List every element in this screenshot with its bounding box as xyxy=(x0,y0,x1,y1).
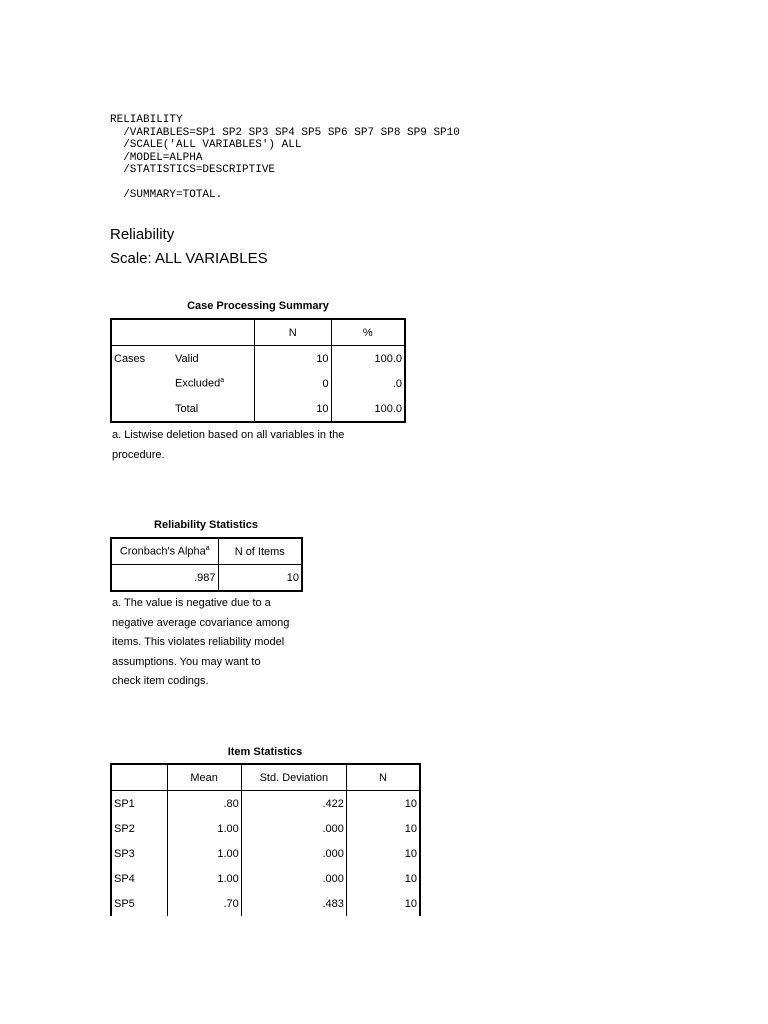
cell-n: 10 xyxy=(346,891,420,916)
cell-n: 10 xyxy=(254,346,331,372)
cell-percent: .0 xyxy=(331,371,405,396)
syntax-block xyxy=(110,114,460,201)
cell-mean: 1.00 xyxy=(167,866,241,891)
cell-alpha: .987 xyxy=(111,565,218,592)
footnote-line: assumptions. You may want to xyxy=(112,655,261,668)
row-group-label: Cases xyxy=(111,346,173,372)
header-n: N xyxy=(254,319,331,346)
table-row xyxy=(111,891,420,916)
syntax-line: /VARIABLES=SP1 SP2 SP3 SP4 SP5 SP6 SP7 SP8 SP9 SP10 xyxy=(110,126,460,139)
row-label: SP1 xyxy=(111,791,167,817)
header-cell-blank xyxy=(173,319,254,346)
table-row xyxy=(111,791,420,817)
table-row xyxy=(111,346,405,372)
footnote-line: items. This violates reliability model xyxy=(112,636,285,648)
reliability-heading: Reliability xyxy=(110,226,175,243)
reliability-stats-title: Reliability Statistics xyxy=(154,519,258,531)
scale-heading: Scale: ALL VARIABLES xyxy=(110,250,268,267)
row-label: SP3 xyxy=(111,841,167,866)
table-row xyxy=(111,396,405,422)
reliability-stats-footnote xyxy=(112,594,289,692)
table-row xyxy=(111,816,420,841)
syntax-line: /STATISTICS=DESCRIPTIVE xyxy=(110,164,276,176)
cell-percent: 100.0 xyxy=(331,346,405,372)
cell-n: 10 xyxy=(346,816,420,841)
cell-n: 0 xyxy=(254,371,331,396)
header-n: N xyxy=(346,764,420,791)
header-cell-blank xyxy=(111,764,167,791)
row-label: SP4 xyxy=(111,866,167,891)
cell-std-deviation: .000 xyxy=(241,816,346,841)
cell-items: 10 xyxy=(218,565,302,592)
item-stats-table xyxy=(110,763,421,916)
footnote-line: procedure. xyxy=(112,448,165,461)
cell-std-deviation: .422 xyxy=(241,791,346,817)
syntax-line: RELIABILITY xyxy=(110,114,183,126)
table-row xyxy=(111,371,405,396)
row-label: Valid xyxy=(173,346,254,372)
table-row xyxy=(111,565,302,592)
header-n-of-items: N of Items xyxy=(218,538,302,565)
table-row xyxy=(111,866,420,891)
header-cronbach-alpha: Cronbach's Alpha$^a$ xyxy=(111,538,218,565)
table-header-row xyxy=(111,538,302,565)
row-label: Total xyxy=(173,396,254,422)
cell-mean: 1.00 xyxy=(167,816,241,841)
table-row xyxy=(111,841,420,866)
footnote-line: a. The value is negative due to a xyxy=(112,597,271,609)
header-percent: % xyxy=(331,319,405,346)
table-header-row xyxy=(111,319,405,346)
table-header-row xyxy=(111,764,420,791)
item-stats-title: Item Statistics xyxy=(227,746,303,758)
cell-percent: 100.0 xyxy=(331,396,405,422)
syntax-line xyxy=(110,177,460,189)
syntax-line: /SUMMARY=TOTAL. xyxy=(110,188,223,201)
row-label: SP2 xyxy=(111,816,167,841)
footnote-line: a. Listwise deletion based on all variables in the xyxy=(112,429,345,441)
header-mean: Mean xyxy=(167,764,241,791)
header-cell-blank xyxy=(111,319,173,346)
cell-n: 10 xyxy=(346,791,420,817)
row-label: SP5 xyxy=(111,891,167,916)
cell-n: 10 xyxy=(346,841,420,866)
case-summary-title: Case Processing Summary xyxy=(187,300,329,312)
reliability-stats-table xyxy=(110,537,303,592)
cell-std-deviation: .483 xyxy=(241,891,346,916)
cell-n: 10 xyxy=(346,866,420,891)
footnote-marker: a xyxy=(205,545,210,553)
cell-mean: 1.00 xyxy=(167,841,241,866)
footnote-line: negative average covariance among xyxy=(112,616,290,629)
case-summary-table xyxy=(110,318,406,423)
row-label: Excluded$^a$ xyxy=(173,371,254,396)
footnote-marker: a xyxy=(220,377,225,385)
syntax-line: /SCALE('ALL VARIABLES') ALL xyxy=(110,139,302,151)
cell-n: 10 xyxy=(254,396,331,422)
syntax-line: /MODEL=ALPHA xyxy=(110,151,203,164)
header-std-deviation: Std. Deviation xyxy=(241,764,346,791)
cell-std-deviation: .000 xyxy=(241,841,346,866)
cell-mean: .80 xyxy=(167,791,241,817)
cell-mean: .70 xyxy=(167,891,241,916)
cell-std-deviation: .000 xyxy=(241,866,346,891)
footnote-line: check item codings. xyxy=(112,675,209,687)
case-summary-footnote xyxy=(112,426,344,465)
